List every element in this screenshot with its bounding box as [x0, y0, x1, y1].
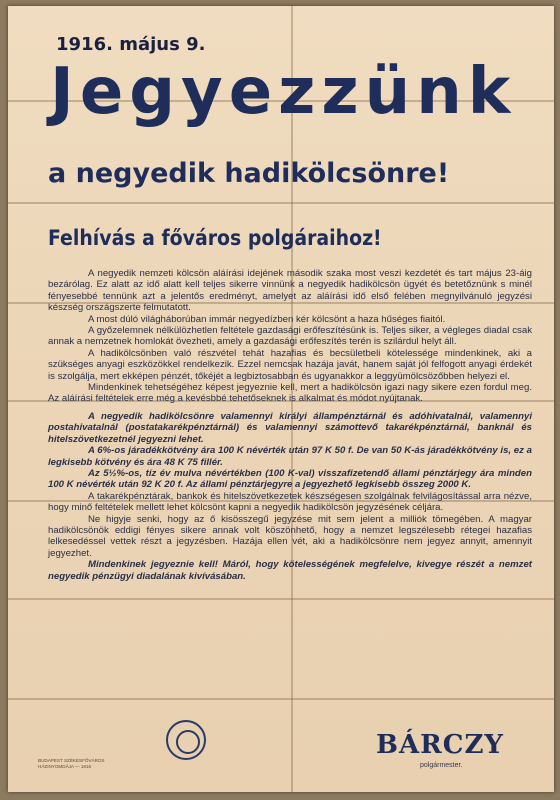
body-paragraph: A győzelemnek nélkülözhetlen feltétele gazdasági erőfeszítésünk is. Teljes siker, a végleges diadal csak annak a nemzetnek homlokát övezheti, amely a gazdasági erőfeszítés terén is szilárdul helyt áll.	[48, 325, 532, 348]
body-paragraph: A most dúló világháborúban immár negyedízben kér kölcsönt a haza hűséges fiaitól.	[88, 313, 446, 325]
printer-imprint: BUDAPEST SZÉKESFŐVÁROS HÁZINYOMDÁJA — 1916	[38, 758, 105, 769]
signature: BÁRCZY	[376, 730, 504, 760]
coat-of-arms-seal	[166, 720, 206, 760]
signature-role: polgármester.	[420, 762, 463, 769]
fold-crease	[8, 598, 554, 600]
fold-crease	[8, 202, 554, 204]
poster-body	[48, 268, 532, 582]
body-paragraph: A hadikölcsönben való részvétel tehát hazafias és becsületbeli kötelessége mindenkinek, aki a szükséges anyagi eszközökkel rendelkezik. Ezzel nemcsak hazája javát, hanem saját jól felfogott anyagi érdekét is szolgálja, mert ekképen pénzét, tőkéjét a legbiztosabban és ugyanakkor a leggyümölcsözőbben helyezi el.	[48, 347, 532, 382]
war-loan-poster	[8, 6, 554, 792]
fold-crease	[8, 698, 554, 700]
body-paragraph: A takarékpénztárak, bankok és hitelszövetkezetek készségesen szolgálnak felvilágosítással arra nézve, hogy minő feltételek mellett lehet kölcsönt kapni a negyedik hadikölcsön jegyzésének céljára.	[48, 490, 532, 514]
annuity-bond-price: A 6%-os járadékkötvény ára 100 K névérték után 97 K 50 f. De van 50 K-ás járadékkötvény is, ez a legkisebb kötvény és ára 48 K 75 fillér.	[48, 445, 532, 468]
closing-appeal: Mindenkinek jegyeznie kell! Máról, hogy kötelességének megfelelve, kivegye részét a nemzet negyedik pénzügyi diadalának kivívásában.	[48, 559, 532, 582]
subscription-places: A negyedik hadikölcsönre valamennyi királyi állampénztárnál és adóhivatalnál, valamennyi postahivatalnál (postatakarékpénztárnál) és valamennyi számottevő takarékpénztárnál, banknál és hitelszövetkezetnél jegyezni lehet.	[48, 410, 532, 445]
body-paragraph: Ne higyje senki, hogy az ő kisösszegű jegyzése mit sem jelent a milliók tömegében. A magyar hadikölcsönök eddigi fényes sikere annak volt köszönhető, hogy a nemzet legszélesebb rétegei hazafias lelkesedéssel vettek részt a jegyzésben. Hazája ellen vét, aki a hadikölcsönre nem jegyez annyit, amennyit jegyezhet.	[48, 513, 532, 559]
poster-date: 1916. május 9.	[56, 34, 206, 55]
treasury-note-price: Az 5½%-os, tíz év mulva névértékben (100 K-val) visszafizetendő állami pénztárjegy ára minden 100 K névérték után 92 K 20 f. Az állami pénztárjegyre a jegyezhető legkisebb összeg 2000 K.	[48, 467, 532, 491]
body-paragraph: Mindenkinek tehetségéhez képest jegyeznie kell, mert a hadikölcsön igazi nagy sikere ezen fordul meg. Az aláírási feltételek erre még a kevésbbé tehetőseknek is alkalmat és módot nyújtanak.	[48, 382, 532, 405]
appeal-heading: Felhívás a főváros polgáraihoz!	[48, 226, 382, 250]
poster-subtitle: a negyedik hadikölcsönre!	[48, 158, 450, 189]
poster-title: Jegyezzünk	[50, 55, 517, 129]
body-paragraph: A negyedik nemzeti kölcsön aláírási idejének második szaka most veszi kezdetét és tart május 23-áig bezárólag. Ez alatt az idő alatt kell teljes sikerre vinnünk a negyedik hadikölcsön ügyét és betetőznünk s minél fényesebbé tennünk azt a jelentős eredményt, amelyet az aláírási idő első felében megnyilvánuló jegyzési készség országszerte felmutatott.	[48, 268, 532, 314]
